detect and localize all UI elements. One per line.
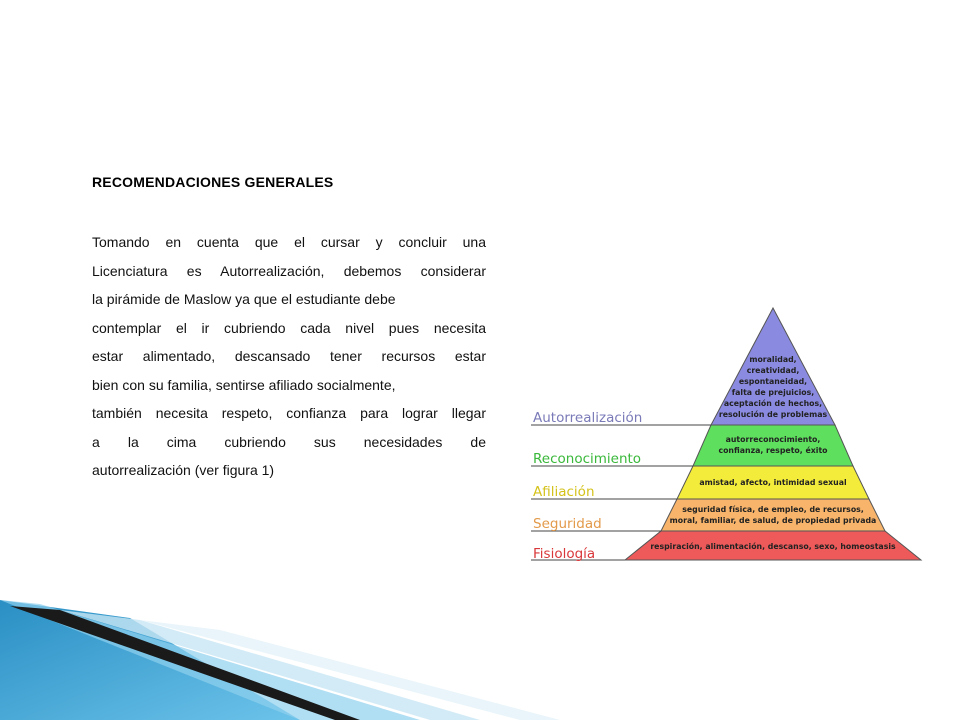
maslow-pyramid [525, 300, 925, 565]
autorrealizacion-text-line: moralidad, [749, 355, 797, 364]
seguridad-text-line: seguridad física, de empleo, de recursos, [682, 505, 864, 514]
afiliacion-text-line: amistad, afecto, intimidad sexual [699, 478, 847, 487]
paragraph-line: contemplar el ir cubriendo cada nivel pues necesita [92, 319, 486, 336]
level-label-autorrealizacion: Autorrealización [533, 410, 643, 426]
paragraph-line: autorrealización (ver figura 1) [92, 462, 275, 478]
reconocimiento-text-line: confianza, respeto, éxito [718, 446, 828, 455]
autorrealizacion-text-line: falta de prejuicios, [731, 388, 815, 397]
paragraph-line: la pirámide de Maslow ya que el estudiante debe [92, 291, 396, 307]
body-paragraph [92, 228, 486, 485]
level-label-seguridad: Seguridad [533, 516, 602, 532]
seguridad-text-line: moral, familiar, de salud, de propiedad privada [669, 516, 877, 525]
paragraph-line: a la cima cubriendo sus necesidades de [92, 433, 486, 450]
paragraph-line: Licenciatura es Autorrealización, debemos considerar [92, 262, 486, 279]
paragraph-line: Tomando en cuenta que el cursar y concluir una [92, 234, 486, 250]
reconocimiento-text-line: autorreconocimiento, [725, 435, 821, 444]
autorrealizacion-text-line: resolución de problemas [718, 410, 828, 419]
slide-title: RECOMENDACIONES GENERALES [92, 174, 334, 190]
paragraph-line: también necesita respeto, confianza para lograr llegar [92, 405, 486, 421]
paragraph-line: estar alimentado, descansado tener recursos estar [92, 348, 486, 364]
autorrealizacion-text-line: espontaneidad, [738, 377, 808, 386]
decorative-swoosh [0, 596, 960, 720]
fisiologia-text-line: respiración, alimentación, descanso, sexo, homeostasis [650, 542, 896, 551]
level-label-afiliacion: Afiliación [533, 484, 595, 500]
pyramid-level-seguridad [661, 499, 885, 531]
level-label-fisiologia: Fisiología [533, 546, 596, 562]
autorrealizacion-text-line: aceptación de hechos, [723, 399, 823, 408]
autorrealizacion-text-line: creatividad, [746, 366, 800, 375]
level-label-reconocimiento: Reconocimiento [533, 451, 642, 467]
paragraph-line: bien con su familia, sentirse afiliado socialmente, [92, 376, 396, 393]
